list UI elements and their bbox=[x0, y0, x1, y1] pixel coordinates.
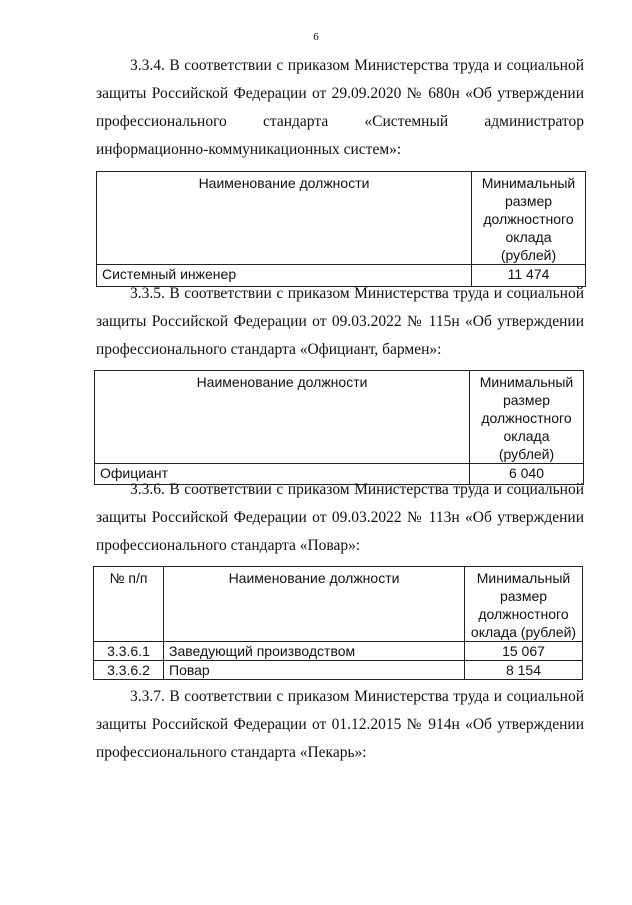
header-min-salary: Минимальный размер должностного оклада (рублей) bbox=[470, 371, 584, 464]
table-3-3-5 bbox=[94, 370, 584, 485]
cell-position-name: Заведующий производством bbox=[164, 642, 465, 661]
header-position-name: Наименование должности bbox=[164, 567, 465, 642]
table-3-3-6 bbox=[93, 566, 583, 680]
paragraph-text: 3.3.6. В соответствии с приказом Министерства труда и социальной защиты Российской Федерации от 09.03.2022 № 113н «Об утверждении профессионального стандарта «Повар»: bbox=[96, 481, 584, 554]
paragraph-3-3-4 bbox=[96, 52, 584, 164]
table-row bbox=[94, 642, 583, 661]
cell-min-salary: 15 067 bbox=[465, 642, 583, 661]
header-position-name: Наименование должности bbox=[97, 172, 472, 265]
cell-position-name: Системный инженер bbox=[97, 265, 472, 287]
table-row bbox=[94, 661, 583, 680]
header-min-salary: Минимальный размер должностного оклада (рублей) bbox=[465, 567, 583, 642]
header-min-salary: Минимальный размер должностного оклада (рублей) bbox=[472, 172, 586, 265]
cell-row-number: 3.3.6.2 bbox=[94, 661, 164, 680]
table-3-3-4 bbox=[96, 171, 586, 287]
table-header-row bbox=[94, 567, 583, 642]
cell-min-salary: 6 040 bbox=[470, 464, 584, 485]
paragraph-text: 3.3.5. В соответствии с приказом Министерства труда и социальной защиты Российской Федерации от 09.03.2022 № 115н «Об утверждении профессионального стандарта «Официант, бармен»: bbox=[96, 285, 584, 358]
cell-position-name: Повар bbox=[164, 661, 465, 680]
cell-row-number: 3.3.6.1 bbox=[94, 642, 164, 661]
cell-position-name: Официант bbox=[95, 464, 470, 485]
cell-min-salary: 8 154 bbox=[465, 661, 583, 680]
paragraph-3-3-7 bbox=[96, 683, 584, 767]
header-row-number: № п/п bbox=[94, 567, 164, 642]
table-header-row bbox=[95, 371, 584, 464]
paragraph-text: 3.3.7. В соответствии с приказом Министерства труда и социальной защиты Российской Федерации от 01.12.2015 № 914н «Об утверждении профессионального стандарта «Пекарь»: bbox=[96, 688, 584, 761]
paragraph-3-3-6 bbox=[96, 476, 584, 560]
paragraph-3-3-5 bbox=[96, 280, 584, 364]
table-header-row bbox=[97, 172, 586, 265]
paragraph-text: 3.3.4. В соответствии с приказом Министерства труда и социальной защиты Российской Федерации от 29.09.2020 № 680н «Об утверждении профессионального стандарта «Системный администратор информационно-коммуникационных систем»: bbox=[96, 57, 584, 158]
page-number: 6 bbox=[313, 31, 319, 43]
header-position-name: Наименование должности bbox=[95, 371, 470, 464]
cell-min-salary: 11 474 bbox=[472, 265, 586, 287]
